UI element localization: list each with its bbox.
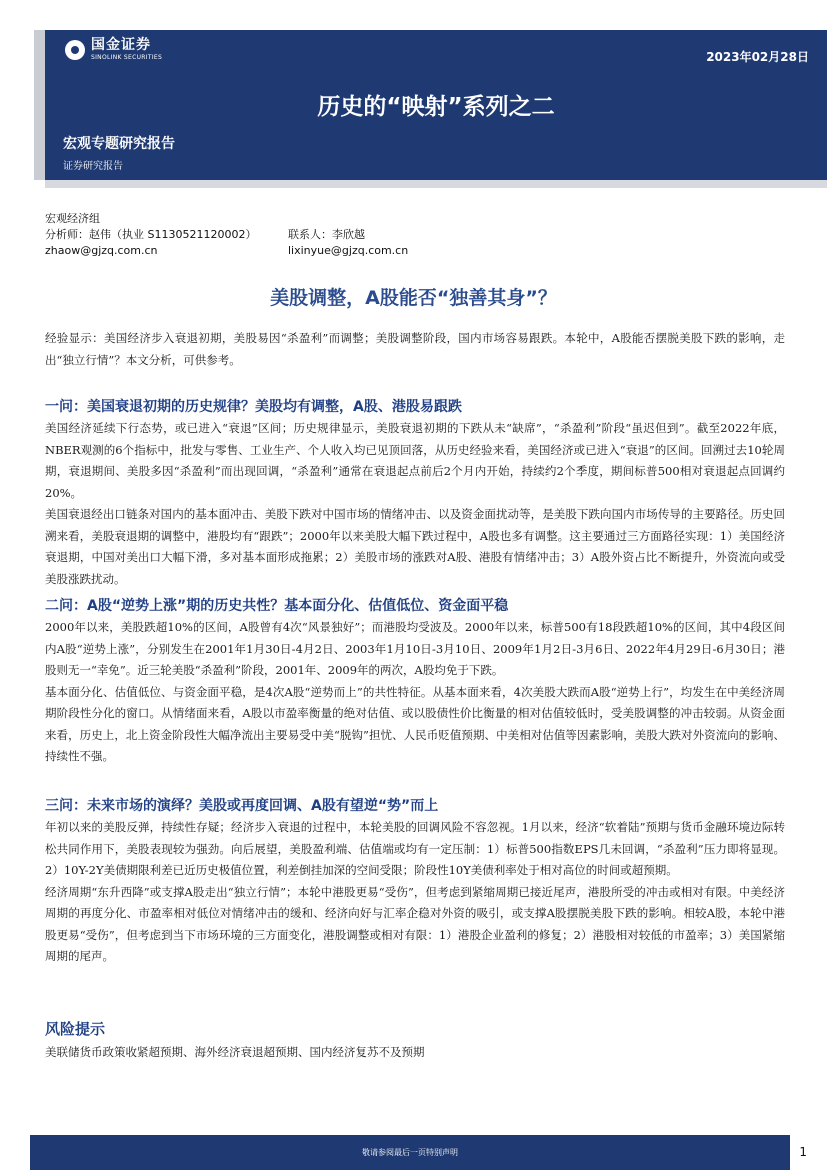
section-1	[45, 396, 785, 590]
section-paragraph: 美国衰退经出口链条对国内的基本面冲击、美股下跌对中国市场的情绪冲击、以及资金面扰动等，是美股下跌向国内市场传导的主要路径。历史回溯来看，美股衰退期的调整中，港股均有“跟跌”；2000年以来美股大幅下跌过程中，A股也多有调整。这主要通过三方面路径实现：1）美国经济衰退期，中国对美出口大幅下滑，多对基本面形成拖累；2）美股市场的涨跌对A股、港股有情绪冲击；3）A股外资占比不断提升，外资流向或受美股涨跌扰动。	[45, 507, 785, 586]
section-paragraph: 基本面分化、估值低位、与资金面平稳，是4次A股“逆势而上”的共性特征。从基本面来看，4次美股大跌而A股“逆势上行”，均发生在中美经济周期阶段性分化的窗口。从情绪面来看，A股以市盈率衡量的绝对估值、或以股债性价比衡量的相对估值较低时，受美股调整的冲击较弱。从资金面来看，历史上，北上资金阶段性大幅净流出主要易受中美“脱钩”担忧、人民币贬值预期、中美相对估值等因素影响，美股大跌对外资流向的影响、持续性不强。	[45, 684, 785, 763]
section-paragraph: 经济周期“东升西降”或支撑A股走出“独立行情”；本轮中港股更易“受伤”，但考虑到紧缩周期已接近尾声，港股所受的冲击或相对有限。中美经济周期的再度分化、市盈率相对低位对情绪冲击的缓和、经济向好与汇率企稳对外资的吸引，或支撑A股摆脱美股下跌的影响。相较A股，本轮中港股更易“受伤”，但考虑到当下市场环境的三方面变化，港股调整或相对有限：1）港股企业盈利的修复；2）港股相对较低的市盈率；3）美国紧缩周期的尾声。	[45, 884, 785, 963]
footer-bar	[30, 1135, 790, 1170]
footer-disclaimer: 敬请参阅最后一页特别声明	[362, 1148, 458, 1157]
section-heading: 三问：未来市场的演绎？美股或再度回调、A股有望逆“势”而上	[45, 798, 439, 814]
intro-paragraph: 经验显示：美国经济步入衰退初期，美股易因“杀盈利”而调整；美股调整阶段，国内市场容易跟跌。本轮中，A股能否摆脱美股下跌的影响，走出“独立行情”？本文分析，可供参考。	[45, 331, 785, 367]
author-block	[45, 211, 408, 259]
section-heading: 一问：美国衰退初期的历史规律？美股均有调整，A股、港股易跟跌	[45, 399, 462, 415]
risk-text: 美联储货币政策收紧超预期、海外经济衰退超预期、国内经济复苏不及预期	[45, 1045, 425, 1059]
section-paragraph: 年初以来的美股反弹，持续性存疑；经济步入衰退的过程中，本轮美股的回调风险不容忽视。1月以来，经济“软着陆”预期与货币金融环境边际转松共同作用下，美股表现较为强劲。向后展望，美股盈利端、估值端或均有一定压制：1）标普500指数EPS几未回调，“杀盈利”压力即将显现。2）10Y-2Y美债期限利差已近历史极值位置，利差倒挂加深的空间受限；阶段性10Y美债利率处于相对高位的时间或超预期。	[45, 820, 785, 877]
section-3	[45, 795, 785, 968]
risk-heading: 风险提示	[45, 1020, 106, 1038]
logo-name-cn: 国金证券	[91, 37, 151, 53]
contact-name: 联系人：李欣越	[288, 228, 365, 241]
logo-mark-icon	[65, 40, 85, 60]
section-2	[45, 595, 785, 768]
analyst-email[interactable]: zhaow@gjzq.com.cn	[45, 244, 158, 257]
series-title: 历史的“映射”系列之二	[317, 94, 555, 120]
page-number: 1	[799, 1145, 807, 1159]
report-date: 2023年02月28日	[706, 50, 809, 64]
analyst-name: 分析师：赵伟（执业 S1130521120002）	[45, 228, 257, 241]
research-group: 宏观经济组	[45, 212, 100, 225]
report-category: 证券研究报告	[63, 161, 123, 172]
section-paragraph: 2000年以来，美股跌超10%的区间，A股曾有4次“风景独好”；而港股均受波及。2000年以来，标普500有18段跌超10%的区间，其中4段区间内A股“逆势上涨”，分别发生在2001年1月30日-4月2日、2003年1月10日-3月10日、2009年1月2日-3月6日、2022年4月29日-6月30日；港股则无一“幸免”。近三轮美股“杀盈利”阶段，2001年、2009年的两次，A股均免于下跌。	[45, 620, 785, 677]
report-header	[45, 30, 827, 180]
logo-name-en: SINOLINK SECURITIES	[91, 54, 163, 61]
header-shadow	[45, 180, 827, 188]
report-type: 宏观专题研究报告	[63, 136, 175, 152]
section-paragraph: 美国经济延续下行态势，或已进入“衰退”区间；历史规律显示，美股衰退初期的下跌从未“缺席”，“杀盈利”阶段“虽迟但到”。截至2022年底，NBER观测的6个指标中，批发与零售、工业生产、个人收入均已见顶回落，从历史经验来看，美国经济或已进入“衰退”的区间。回溯过去10轮周期，衰退期间、美股多因“杀盈利”而出现回调，“杀盈利”通常在衰退起点前后2个月内开始，持续约2个季度，期间标普500相对衰退起点回调约20%。	[45, 421, 785, 500]
header-side-stripe	[34, 30, 45, 180]
company-logo	[65, 38, 162, 61]
section-heading: 二问：A股“逆势上涨”期的历史共性？基本面分化、估值低位、资金面平稳	[45, 598, 509, 614]
contact-email[interactable]: lixinyue@gjzq.com.cn	[288, 244, 409, 257]
report-title: 美股调整，A股能否“独善其身”？	[270, 287, 557, 309]
